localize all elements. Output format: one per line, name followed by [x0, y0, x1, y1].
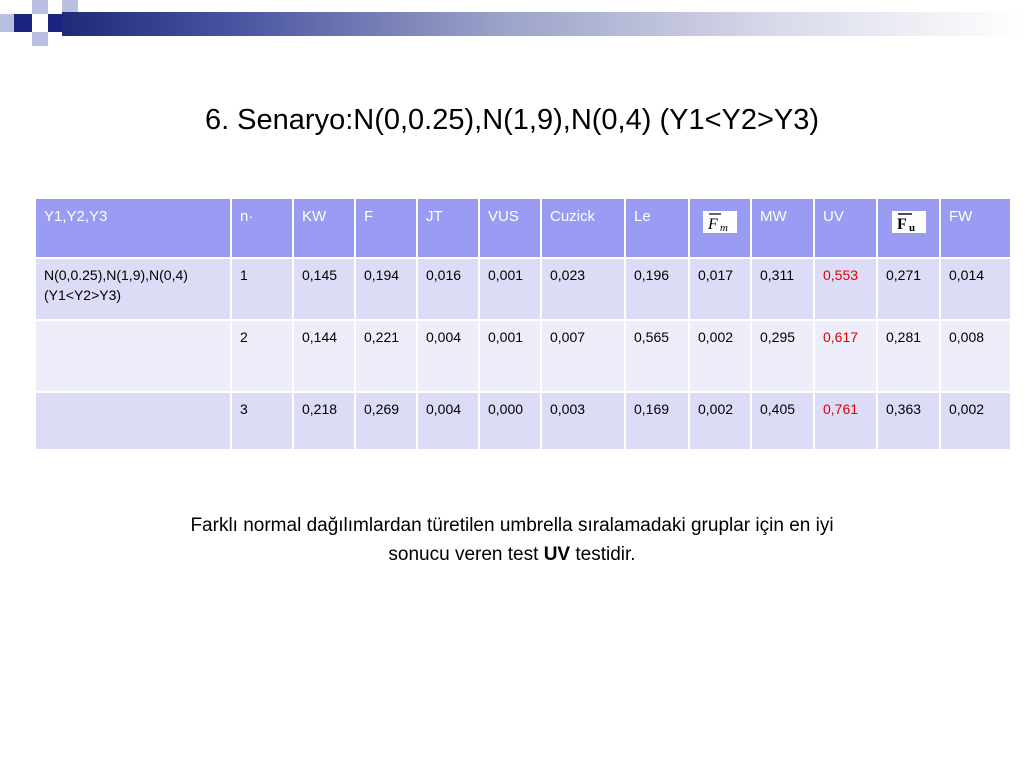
cell-mw: 0,311	[751, 258, 814, 320]
cell-le: 0,196	[625, 258, 689, 320]
cell-mw: 0,295	[751, 320, 814, 392]
cell-f: 0,194	[355, 258, 417, 320]
header-n	[231, 198, 293, 258]
decor-square	[48, 14, 62, 32]
header-f-bar-m	[689, 198, 751, 258]
header-mw: MW	[751, 198, 814, 258]
cell-uv: 0,761	[814, 392, 877, 450]
table-row	[35, 392, 1011, 450]
cell-kw: 0,144	[293, 320, 355, 392]
header-uv: UV	[814, 198, 877, 258]
cell-f-bar-m: 0,002	[689, 320, 751, 392]
cell-le: 0,169	[625, 392, 689, 450]
header-f: F	[355, 198, 417, 258]
table-row	[35, 320, 1011, 392]
table-header-row	[35, 198, 1011, 258]
decor-square	[62, 0, 78, 12]
cell-jt: 0,004	[417, 392, 479, 450]
header-cuzick: Cuzick	[541, 198, 625, 258]
decor-square	[32, 32, 48, 46]
cell-f-bar-u: 0,363	[877, 392, 940, 450]
header-gradient-bar	[62, 12, 1024, 36]
f-bar-u-icon	[892, 209, 926, 235]
cell-uv: 0,617	[814, 320, 877, 392]
cell-f: 0,269	[355, 392, 417, 450]
decor-square	[0, 14, 14, 32]
header-groups: Y1,Y2,Y3	[35, 198, 231, 258]
svg-text:F: F	[708, 216, 718, 233]
cell-vus: 0,000	[479, 392, 541, 450]
cell-f-bar-u: 0,281	[877, 320, 940, 392]
cell-f-bar-m: 0,002	[689, 392, 751, 450]
header-jt: JT	[417, 198, 479, 258]
svg-text:u: u	[908, 222, 915, 234]
cell-n: 1	[231, 258, 293, 320]
cell-label	[35, 320, 231, 392]
cell-fw: 0,014	[940, 258, 1011, 320]
header-f-bar-u	[877, 198, 940, 258]
cell-f: 0,221	[355, 320, 417, 392]
conclusion-suffix: testidir.	[570, 544, 636, 565]
f-bar-m-icon	[703, 209, 737, 235]
table-row	[35, 258, 1011, 320]
svg-text:m: m	[720, 222, 728, 234]
cell-jt: 0,016	[417, 258, 479, 320]
cell-jt: 0,004	[417, 320, 479, 392]
cell-n: 2	[231, 320, 293, 392]
cell-label: N(0,0.25),N(1,9),N(0,4) (Y1<Y2>Y3)	[35, 258, 231, 320]
slide-title: 6. Senaryo:N(0,0.25),N(1,9),N(0,4) (Y1<Y2>Y3)	[204, 104, 820, 136]
cell-vus: 0,001	[479, 258, 541, 320]
decor-square	[14, 14, 32, 32]
conclusion-text	[0, 511, 1024, 569]
cell-f-bar-u: 0,271	[877, 258, 940, 320]
header-kw: KW	[293, 198, 355, 258]
cell-cuzick: 0,023	[541, 258, 625, 320]
header-n-label: n·	[240, 208, 254, 225]
cell-cuzick: 0,003	[541, 392, 625, 450]
cell-mw: 0,405	[751, 392, 814, 450]
cell-kw: 0,145	[293, 258, 355, 320]
svg-text:F: F	[896, 216, 907, 233]
cell-fw: 0,008	[940, 320, 1011, 392]
cell-vus: 0,001	[479, 320, 541, 392]
conclusion-line-2	[0, 540, 1024, 569]
cell-n: 3	[231, 392, 293, 450]
cell-kw: 0,218	[293, 392, 355, 450]
cell-fw: 0,002	[940, 392, 1011, 450]
decor-square	[32, 0, 48, 14]
header-le: Le	[625, 198, 689, 258]
cell-cuzick: 0,007	[541, 320, 625, 392]
header-vus: VUS	[479, 198, 541, 258]
cell-label	[35, 392, 231, 450]
cell-uv: 0,553	[814, 258, 877, 320]
header-fw: FW	[940, 198, 1011, 258]
conclusion-line-1: Farklı normal dağılımlardan türetilen umbrella sıralamadaki gruplar için en iyi	[190, 515, 834, 536]
cell-le: 0,565	[625, 320, 689, 392]
results-table	[34, 197, 1012, 451]
cell-f-bar-m: 0,017	[689, 258, 751, 320]
conclusion-prefix: sonucu veren test	[388, 544, 544, 565]
slide-header-decoration	[0, 0, 1024, 48]
conclusion-test-name: UV	[543, 544, 571, 565]
